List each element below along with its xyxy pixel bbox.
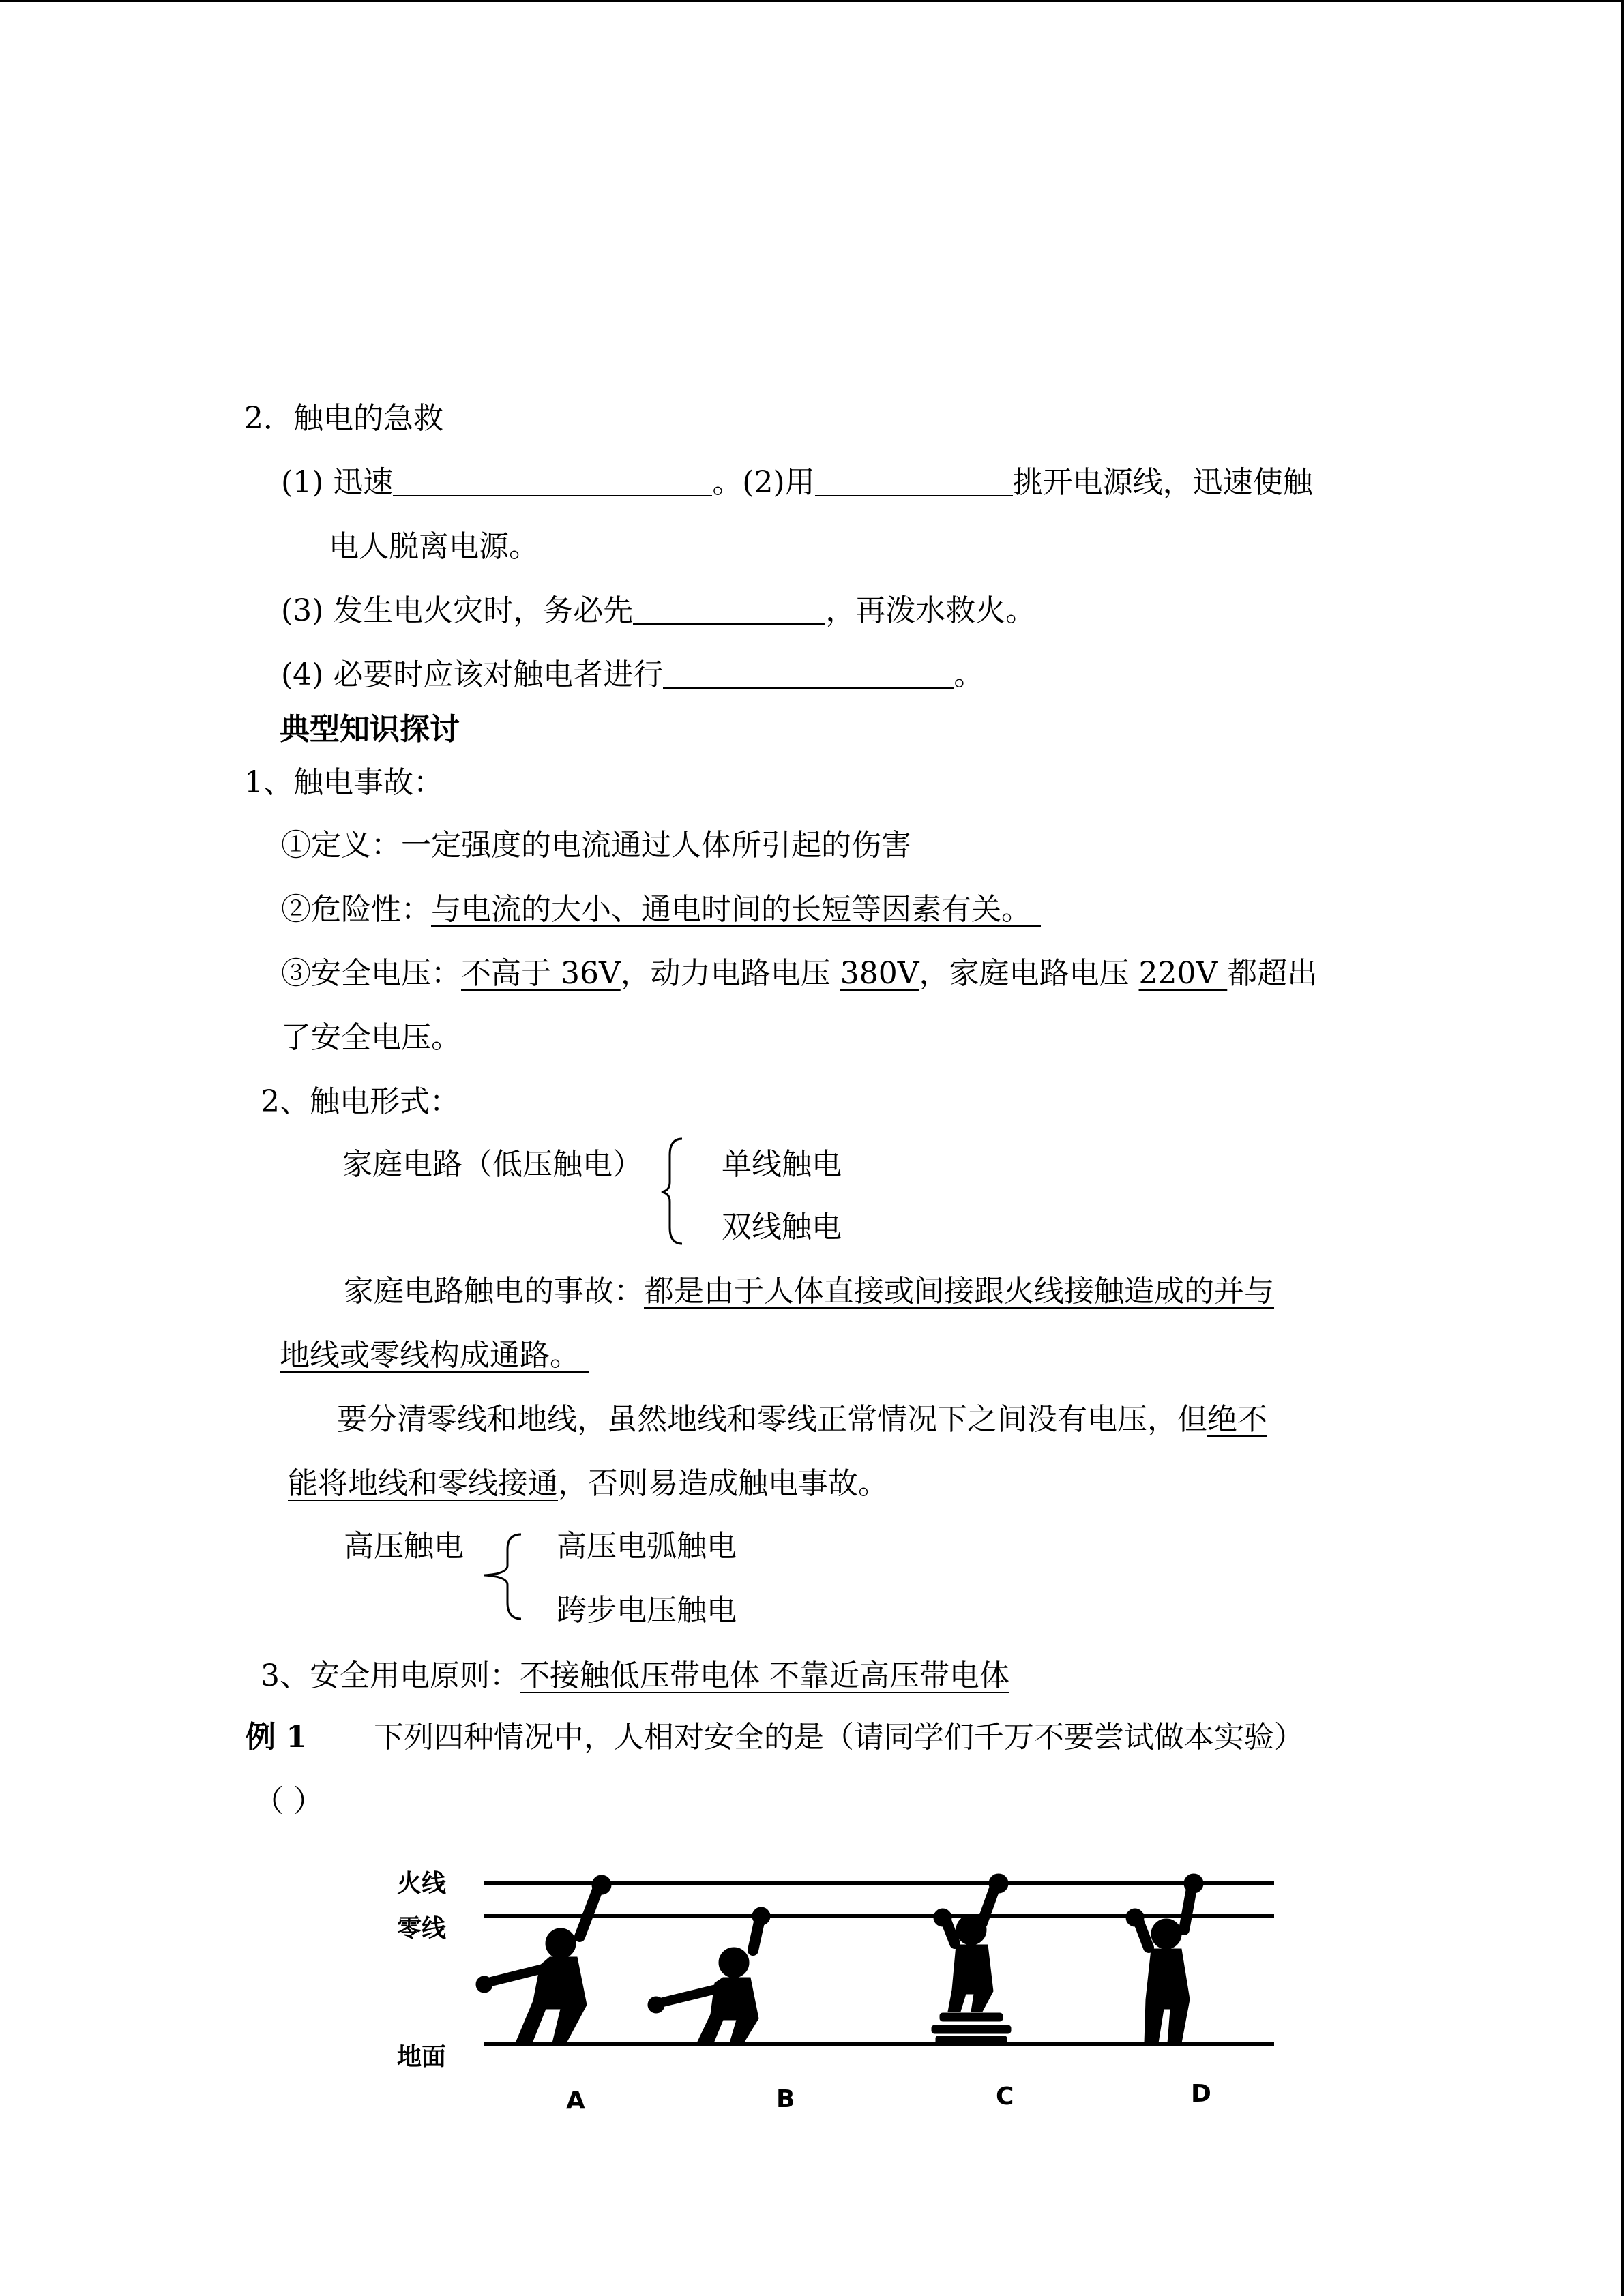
person-d [1126,1874,1203,2043]
single-line-shock: 单线触电 [722,1147,842,1182]
blank-3[interactable] [633,596,825,625]
part2-title: 2、触电形式： [261,1084,460,1119]
part1-voltage-cont: 了安全电压。 [281,1020,461,1055]
part1-definition: ①定义：一定强度的电流通过人体所引起的伤害 [281,828,911,863]
person-c [932,1874,1011,2044]
live-wire-label: 火线 [397,1870,447,1898]
blank-1[interactable] [393,468,712,496]
blank-4[interactable] [663,660,954,689]
section-title-first-aid: 2．触电的急救 [244,401,443,436]
option-a: A [566,2087,585,2115]
person-a [476,1875,611,2043]
answer-paren: （ ） [254,1784,323,1819]
example-1: 例 1 下列四种情况中，人相对安全的是（请同学们千万不要尝试做本实验） [246,1720,1304,1755]
home-accident: 家庭电路触电的事故：都是由于人体直接或间接跟火线接触造成的并与 [344,1274,1274,1309]
part1-voltage: ③安全电压：不高于 36V，动力电路电压 380V，家庭电路电压 220V 都超出 [281,956,1318,991]
option-b: B [776,2085,795,2113]
double-line-shock: 双线触电 [722,1210,842,1244]
part1-title: 1、触电事故： [244,765,443,800]
electric-shock-figure [382,1848,1289,2121]
ground-neutral-warning-cont: 能将地线和零线接通，否则易造成触电事故。 [288,1466,888,1501]
part1-danger: ②危险性：与电流的大小、通电时间的长短等因素有关。 [281,892,1031,927]
home-accident-cont: 地线或零线构成通路。 [280,1338,580,1373]
blank-2[interactable] [815,468,1013,496]
first-aid-item-3: (3) 发生电火灾时，务必先 ，再泼水救火。 [281,593,1036,628]
first-aid-item-1: (1) 迅速 。(2)用 挑开电源线，迅速使触 [281,465,1313,500]
person-b [648,1907,770,2043]
neutral-wire-label: 零线 [397,1915,447,1943]
step-voltage-shock: 跨步电压触电 [557,1593,737,1628]
part3-principle: 3、安全用电原则：不接触低压带电体 不靠近高压带电体 [261,1658,1009,1693]
home-circuit-label: 家庭电路（低压触电） [342,1147,643,1182]
left-brace-home [659,1135,686,1248]
arc-shock: 高压电弧触电 [557,1529,737,1564]
option-c: C [996,2083,1014,2111]
ground-label: 地面 [397,2043,447,2071]
first-aid-item-1-cont: 电人脱离电源。 [329,529,539,564]
option-d: D [1191,2080,1211,2108]
high-voltage-label: 高压触电 [344,1529,464,1564]
left-brace-high [480,1525,525,1627]
ground-neutral-warning: 要分清零线和地线，虽然地线和零线正常情况下之间没有电压，但绝不 [337,1402,1267,1437]
first-aid-item-4: (4) 必要时应该对触电者进行 。 [281,657,984,692]
heading-typical-knowledge: 典型知识探讨 [280,712,460,747]
